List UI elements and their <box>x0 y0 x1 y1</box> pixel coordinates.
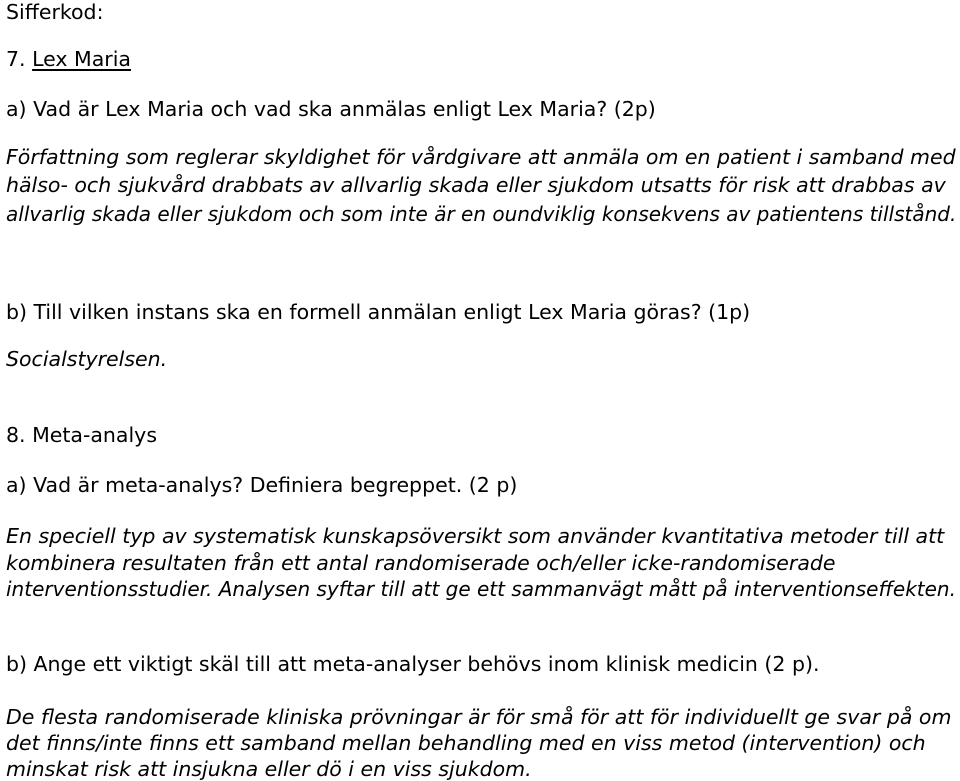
q8-heading: 8. Meta-analys <box>6 423 157 447</box>
q7a-question: a) Vad är Lex Maria och vad ska anmälas enligt Lex Maria? (2p) <box>6 97 656 121</box>
header-label: Sifferkod: <box>6 0 104 24</box>
q8b-answer-line: De flesta randomiserade kliniska prövningar är för små för att för individuellt ge svar på om <box>6 705 952 729</box>
q7b-question: b) Till vilken instans ska en formell anmälan enligt Lex Maria göras? (1p) <box>6 300 751 324</box>
q8a-answer-line: interventionsstudier. Analysen syftar till att ge ett sammanvägt mått på interventionseffekten. <box>6 577 956 601</box>
q7a-answer-line: hälso- och sjukvård drabbats av allvarlig skada eller sjukdom utsatts för risk att drabbas av <box>6 173 946 197</box>
q8b-answer-line: minskat risk att insjukna eller dö i en viss sjukdom. <box>6 757 532 781</box>
q8a-answer-line: kombinera resultaten från ett antal randomiserade och/eller icke-randomiserade <box>6 551 836 575</box>
q8a-answer-line: En speciell typ av systematisk kunskapsöversikt som använder kvantitativa metoder till att <box>6 524 945 548</box>
q8b-question: b) Ange ett viktigt skäl till att meta-analyser behövs inom klinisk medicin (2 p). <box>6 652 820 676</box>
q7a-answer-line: allvarlig skada eller sjukdom och som inte är en oundviklig konsekvens av patientens tillstånd. <box>6 202 957 226</box>
q7-title: Lex Maria <box>32 47 131 71</box>
q8a-question: a) Vad är meta-analys? Definiera begreppet. (2 p) <box>6 473 518 497</box>
q8b-answer-line: det finns/inte finns ett samband mellan behandling med en viss metod (intervention) och <box>6 731 926 755</box>
q7-heading <box>6 47 131 71</box>
q7b-answer: Socialstyrelsen. <box>6 347 168 371</box>
q7a-answer-line: Författning som reglerar skyldighet för vårdgivare att anmäla om en patient i samband med <box>6 145 956 169</box>
q7-number: 7. <box>6 47 26 71</box>
